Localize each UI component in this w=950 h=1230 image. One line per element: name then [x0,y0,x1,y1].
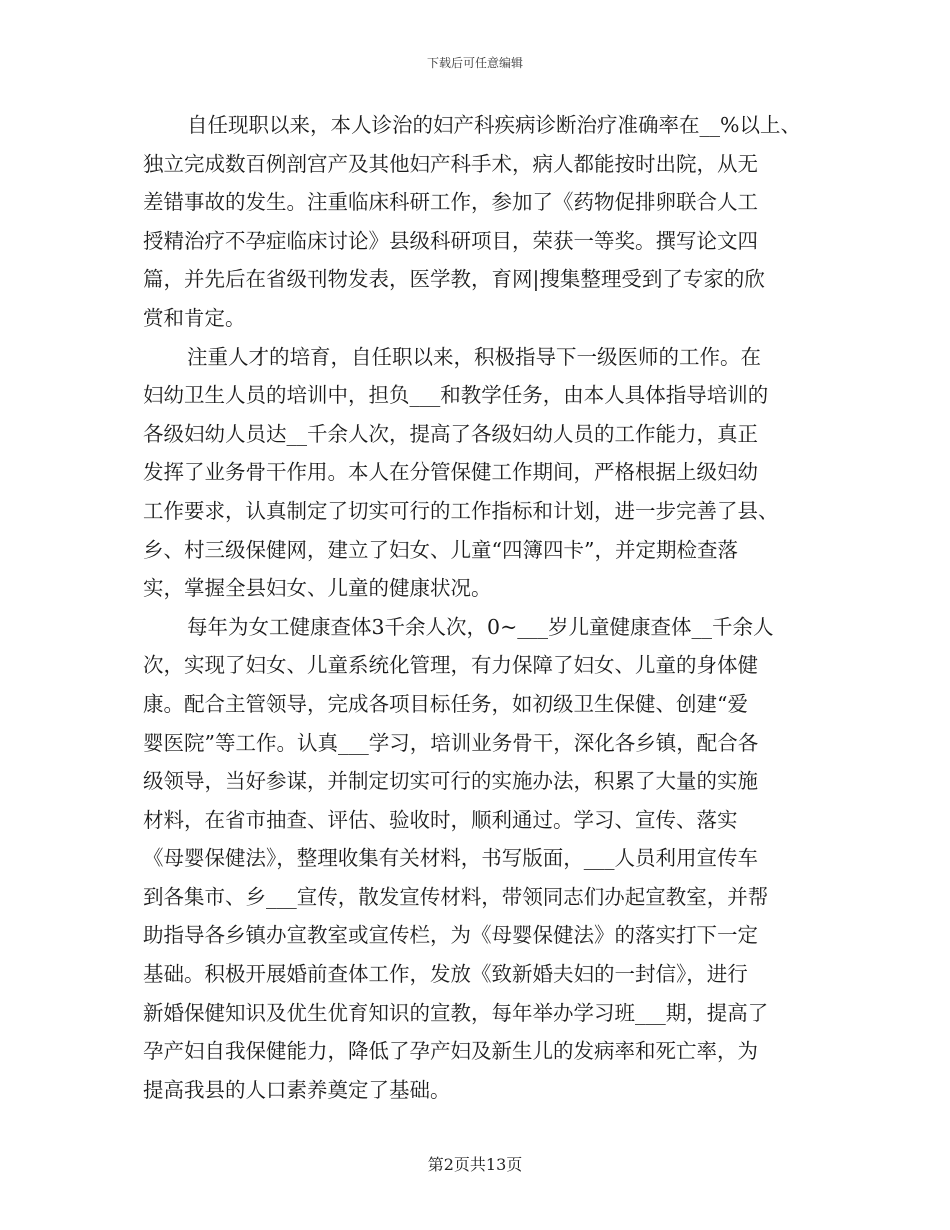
paragraph-line: 自任现职以来，本人诊治的妇产科疾病诊断治疗准确率在__%以上、 [187,113,801,137]
paragraph-line: 独立完成数百例剖宫产及其他妇产科手术，病人都能按时出院，从无 [143,151,758,176]
paragraph-line: 《母婴保健法》，整理收集有关材料，书写版面，___人员利用宣传车 [143,846,758,871]
paragraph-line: 差错事故的发生。注重临床科研工作，参加了《药物促排卵联合人工 [143,190,758,215]
paragraph-line: 到各集市、乡___宣传，散发宣传材料，带领同志们办起宣教室，并帮 [143,884,769,909]
paragraph-line: 孕产妇自我保健能力，降低了孕产妇及新生儿的发病率和死亡率，为 [143,1039,758,1064]
paragraph-line: 基础。积极开展婚前查体工作，发放《致新婚夫妇的一封信》，进行 [143,962,748,987]
paragraph-line: 赏和肯定。 [143,305,246,330]
paragraph-line: 实，掌握全县妇女、儿童的健康状况。 [143,576,492,601]
paragraph-line: 授精治疗不孕症临床讨论》县级科研项目，荣获一等奖。撰写论文四 [143,228,758,253]
paragraph-line: 级领导，当好参谋，并制定切实可行的实施办法，积累了大量的实施 [143,769,758,794]
page-number-footer: 第2页共13页 [427,1155,523,1174]
paragraph-line: 提高我县的人口素养奠定了基础。 [143,1077,451,1102]
paragraph-line: 助指导各乡镇办宣教室或宣传栏，为《母婴保健法》的落实打下一定 [143,923,758,948]
paragraph-line: 次，实现了妇女、儿童系统化管理，有力保障了妇女、儿童的身体健 [143,653,758,678]
paragraph-line: 材料，在省市抽查、评估、验收时，顺利通过。学习、宣传、落实 [143,807,738,832]
paragraph-line: 乡、村三级保健网，建立了妇女、儿童“四簿四卡”，并定期检查落 [143,537,738,562]
page-header: 下载后可任意编辑 [426,56,523,70]
paragraph-line: 新婚保健知识及优生优育知识的宣教，每年举办学习班___期，提高了 [143,1000,769,1025]
paragraph-line: 每年为女工健康查体3千余人次，0~___岁儿童健康查体__千余人 [187,614,774,639]
paragraph-line: 注重人才的培育，自任职以来，积极指导下一级医师的工作。在 [187,344,761,369]
paragraph-line: 发挥了业务骨干作用。本人在分管保健工作期间，严格根据上级妇幼 [143,460,758,485]
paragraph-line: 康。配合主管领导，完成各项目标任务，如初级卫生保健、创建“爱 [143,691,748,716]
document-body [143,106,803,1109]
paragraph-line: 婴医院”等工作。认真___学习，培训业务骨干，深化各乡镇，配合各 [143,730,759,755]
paragraph-line: 妇幼卫生人员的培训中，担负___和教学任务，由本人具体指导培训的 [143,383,769,408]
paragraph-line: 工作要求，认真制定了切实可行的工作指标和计划，进一步完善了县、 [143,498,779,523]
paragraph-line: 篇，并先后在省级刊物发表，医学教，育网|搜集整理受到了专家的欣 [143,267,765,292]
paragraph-line: 各级妇幼人员达__千余人次，提高了各级妇幼人员的工作能力，真正 [143,421,758,446]
